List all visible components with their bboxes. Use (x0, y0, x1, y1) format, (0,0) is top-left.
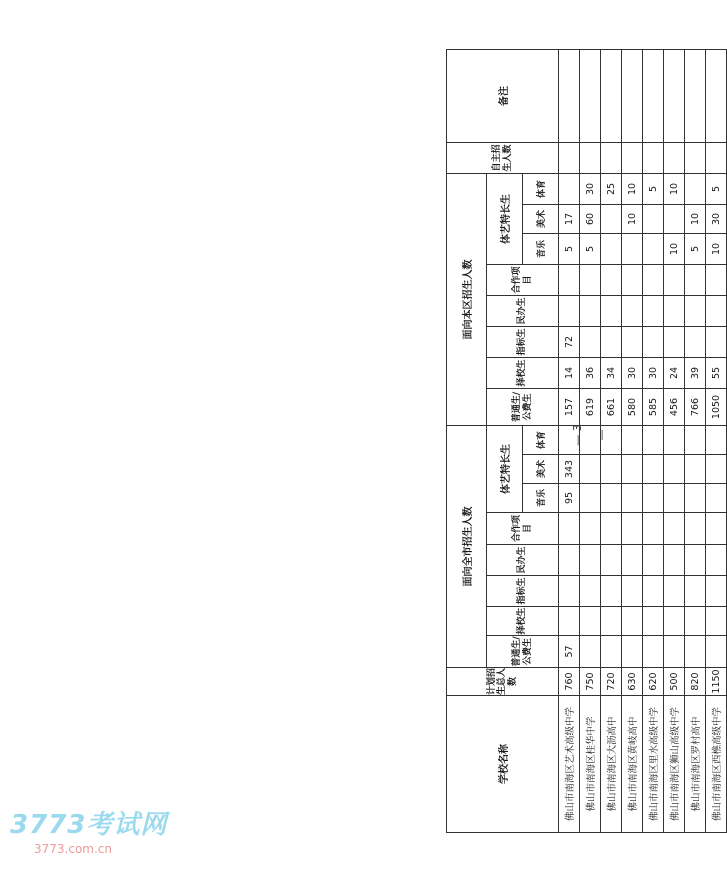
header-district-choice: 择校生 (487, 358, 559, 389)
city-private-cell (559, 545, 580, 576)
city-sport-cell (664, 426, 685, 455)
city-private-cell (685, 545, 706, 576)
district-coop-cell (643, 265, 664, 296)
header-autonomous: 自主招生人数 (447, 143, 559, 174)
district-music-cell: 10 (706, 234, 727, 265)
city-art-cell (643, 455, 664, 484)
district-art-cell: 10 (622, 205, 643, 234)
district-regular-cell: 661 (601, 389, 622, 426)
city-regular-cell (706, 636, 727, 668)
city-coop-cell (580, 513, 601, 545)
header-city-coop: 合作项目 (487, 513, 559, 545)
district-quota-cell (685, 327, 706, 358)
header-district-arts-sports: 体艺特长生 (487, 174, 523, 265)
city-coop-cell (706, 513, 727, 545)
table-row (664, 50, 685, 833)
district-regular-cell: 619 (580, 389, 601, 426)
district-quota-cell (643, 327, 664, 358)
school-name-cell: 佛山市南海区罗村高中 (685, 696, 706, 833)
autonomous-cell (706, 143, 727, 174)
city-music-cell (664, 484, 685, 513)
district-art-cell (601, 205, 622, 234)
table-header (447, 50, 559, 833)
district-quota-cell (664, 327, 685, 358)
district-music-cell: 5 (580, 234, 601, 265)
autonomous-cell (559, 143, 580, 174)
remarks-cell (622, 50, 643, 143)
remarks-cell (559, 50, 580, 143)
district-choice-cell: 30 (622, 358, 643, 389)
header-city-choice: 择校生 (487, 607, 559, 636)
city-regular-cell (622, 636, 643, 668)
district-sport-cell: 25 (601, 174, 622, 205)
city-music-cell (601, 484, 622, 513)
district-sport-cell: 5 (643, 174, 664, 205)
district-sport-cell: 10 (622, 174, 643, 205)
city-quota-cell (643, 576, 664, 607)
city-sport-cell (622, 426, 643, 455)
city-music-cell (643, 484, 664, 513)
city-sport-cell (643, 426, 664, 455)
district-regular-cell: 1050 (706, 389, 727, 426)
city-art-cell (685, 455, 706, 484)
city-coop-cell (622, 513, 643, 545)
city-regular-cell: 57 (559, 636, 580, 668)
district-quota-cell (580, 327, 601, 358)
city-coop-cell (559, 513, 580, 545)
plan-total-cell: 750 (580, 668, 601, 696)
autonomous-cell (643, 143, 664, 174)
city-coop-cell (664, 513, 685, 545)
header-city-private: 民办生 (487, 545, 559, 576)
city-music-cell (685, 484, 706, 513)
header-district-regular: 普通生/公费生 (487, 389, 559, 426)
plan-total-cell: 720 (601, 668, 622, 696)
header-city-music: 音乐 (523, 484, 559, 513)
city-choice-cell (643, 607, 664, 636)
header-remarks: 备注 (447, 50, 559, 143)
city-choice-cell (685, 607, 706, 636)
city-art-cell (664, 455, 685, 484)
district-sport-cell: 5 (706, 174, 727, 205)
city-quota-cell (559, 576, 580, 607)
school-name-cell: 佛山市南海区艺术高级中学 (559, 696, 580, 833)
district-choice-cell: 36 (580, 358, 601, 389)
table-row (622, 50, 643, 833)
school-name-cell: 佛山市南海区大沥高中 (601, 696, 622, 833)
header-plan-total: 计划招生总人数 (447, 668, 559, 696)
district-music-cell (601, 234, 622, 265)
city-quota-cell (580, 576, 601, 607)
district-regular-cell: 580 (622, 389, 643, 426)
city-regular-cell (664, 636, 685, 668)
district-music-cell: 5 (559, 234, 580, 265)
city-music-cell (622, 484, 643, 513)
district-choice-cell: 39 (685, 358, 706, 389)
city-coop-cell (601, 513, 622, 545)
district-private-cell (601, 296, 622, 327)
city-art-cell (601, 455, 622, 484)
city-art-cell (622, 455, 643, 484)
header-city-arts-sports: 体艺特长生 (487, 426, 523, 513)
district-coop-cell (559, 265, 580, 296)
remarks-cell (706, 50, 727, 143)
city-choice-cell (664, 607, 685, 636)
district-quota-cell (601, 327, 622, 358)
plan-total-cell: 820 (685, 668, 706, 696)
city-private-cell (643, 545, 664, 576)
city-choice-cell (706, 607, 727, 636)
city-music-cell (580, 484, 601, 513)
district-choice-cell: 34 (601, 358, 622, 389)
autonomous-cell (580, 143, 601, 174)
district-art-cell: 10 (685, 205, 706, 234)
header-district-private: 民办生 (487, 296, 559, 327)
school-name-cell: 佛山市南海区西樵高级中学 (706, 696, 727, 833)
remarks-cell (601, 50, 622, 143)
city-quota-cell (706, 576, 727, 607)
school-name-cell: 佛山市南海区黄岐高中 (622, 696, 643, 833)
city-quota-cell (685, 576, 706, 607)
city-music-cell (706, 484, 727, 513)
district-sport-cell (559, 174, 580, 205)
city-private-cell (601, 545, 622, 576)
table-row (706, 50, 727, 833)
district-choice-cell: 30 (643, 358, 664, 389)
district-regular-cell: 157 (559, 389, 580, 426)
district-music-cell (643, 234, 664, 265)
district-private-cell (664, 296, 685, 327)
district-regular-cell: 585 (643, 389, 664, 426)
header-city-quota: 指标生 (487, 576, 559, 607)
district-music-cell: 10 (664, 234, 685, 265)
header-district-group: 面向本区招生人数 (447, 174, 487, 426)
plan-total-cell: 500 (664, 668, 685, 696)
district-quota-cell: 72 (559, 327, 580, 358)
remarks-cell (685, 50, 706, 143)
header-district-art: 美术 (523, 205, 559, 234)
district-private-cell (706, 296, 727, 327)
district-sport-cell: 10 (664, 174, 685, 205)
district-quota-cell (622, 327, 643, 358)
header-district-coop: 合作项目 (487, 265, 559, 296)
district-coop-cell (622, 265, 643, 296)
header-city-regular: 普通生/公费生 (487, 636, 559, 668)
autonomous-cell (622, 143, 643, 174)
city-private-cell (664, 545, 685, 576)
city-private-cell (580, 545, 601, 576)
district-art-cell (664, 205, 685, 234)
district-choice-cell: 24 (664, 358, 685, 389)
autonomous-cell (685, 143, 706, 174)
remarks-cell (664, 50, 685, 143)
district-choice-cell: 14 (559, 358, 580, 389)
district-coop-cell (685, 265, 706, 296)
table-row (643, 50, 664, 833)
district-coop-cell (664, 265, 685, 296)
city-regular-cell (580, 636, 601, 668)
city-art-cell (706, 455, 727, 484)
school-name-cell: 佛山市南海区狮山高级中学 (664, 696, 685, 833)
school-name-cell: 佛山市南海区桂华中学 (580, 696, 601, 833)
header-school-name: 学校名称 (447, 696, 559, 833)
city-quota-cell (664, 576, 685, 607)
district-coop-cell (706, 265, 727, 296)
city-regular-cell (601, 636, 622, 668)
city-coop-cell (685, 513, 706, 545)
district-art-cell (643, 205, 664, 234)
city-choice-cell (580, 607, 601, 636)
district-art-cell: 60 (580, 205, 601, 234)
watermark-logo: 3773考试网 (10, 810, 168, 840)
district-coop-cell (580, 265, 601, 296)
city-music-cell: 95 (559, 484, 580, 513)
city-coop-cell (643, 513, 664, 545)
city-sport-cell (685, 426, 706, 455)
district-art-cell: 30 (706, 205, 727, 234)
plan-total-cell: 630 (622, 668, 643, 696)
district-music-cell: 5 (685, 234, 706, 265)
remarks-cell (643, 50, 664, 143)
city-choice-cell (622, 607, 643, 636)
district-sport-cell (685, 174, 706, 205)
autonomous-cell (664, 143, 685, 174)
city-choice-cell (601, 607, 622, 636)
city-quota-cell (601, 576, 622, 607)
school-name-cell: 佛山市南海区里水高级中学 (643, 696, 664, 833)
city-private-cell (706, 545, 727, 576)
plan-total-cell: 620 (643, 668, 664, 696)
remarks-cell (580, 50, 601, 143)
city-art-cell: 343 (559, 455, 580, 484)
district-private-cell (622, 296, 643, 327)
city-private-cell (622, 545, 643, 576)
city-sport-cell (706, 426, 727, 455)
city-quota-cell (622, 576, 643, 607)
city-regular-cell (685, 636, 706, 668)
district-music-cell (622, 234, 643, 265)
autonomous-cell (601, 143, 622, 174)
header-city-sport: 体育 (523, 426, 559, 455)
district-private-cell (580, 296, 601, 327)
district-quota-cell (706, 327, 727, 358)
district-private-cell (685, 296, 706, 327)
district-sport-cell: 30 (580, 174, 601, 205)
table-row (601, 50, 622, 833)
plan-total-cell: 1150 (706, 668, 727, 696)
city-art-cell (580, 455, 601, 484)
district-choice-cell: 55 (706, 358, 727, 389)
header-city-art: 美术 (523, 455, 559, 484)
header-citywide-group: 面向全市招生人数 (447, 426, 487, 668)
district-private-cell (559, 296, 580, 327)
city-regular-cell (643, 636, 664, 668)
district-regular-cell: 766 (685, 389, 706, 426)
district-regular-cell: 456 (664, 389, 685, 426)
table-row (685, 50, 706, 833)
header-district-quota: 指标生 (487, 327, 559, 358)
district-private-cell (643, 296, 664, 327)
city-choice-cell (559, 607, 580, 636)
header-district-music: 音乐 (523, 234, 559, 265)
watermark-url: 3773.com.cn (34, 842, 112, 856)
plan-total-cell: 760 (559, 668, 580, 696)
header-district-sport: 体育 (523, 174, 559, 205)
district-art-cell: 17 (559, 205, 580, 234)
district-coop-cell (601, 265, 622, 296)
page-number: — 3 — (571, 424, 608, 446)
